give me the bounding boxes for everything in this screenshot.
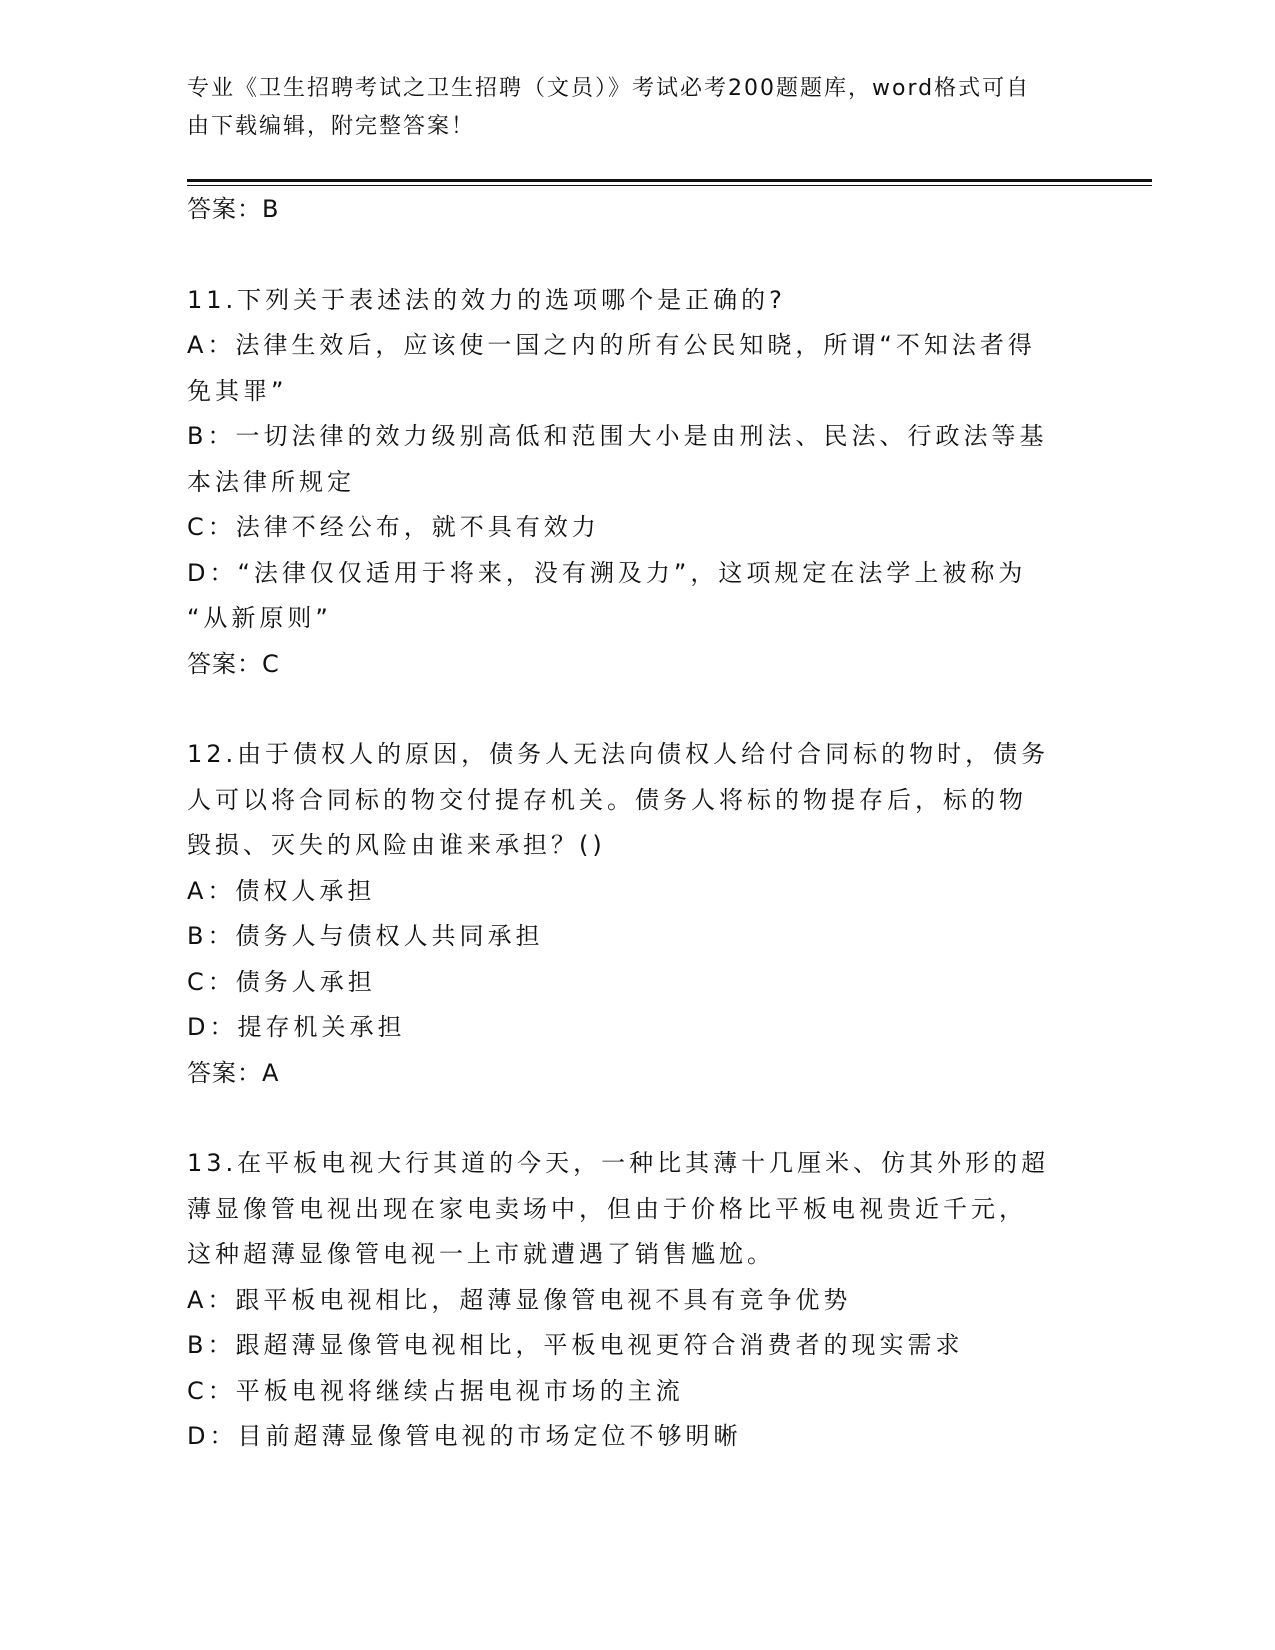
option-a-line-1: A：法律生效后，应该使一国之内的所有公民知晓，所谓“不知法者得	[187, 331, 1036, 359]
question-13	[187, 1141, 1087, 1460]
spacer	[187, 1096, 1087, 1141]
question-12	[187, 732, 1087, 1096]
answer-11: 答案：C	[187, 649, 280, 678]
spacer	[187, 687, 1087, 732]
option-b-line-1: B：债务人与债权人共同承担	[187, 922, 544, 950]
option-b-line-1: B：跟超薄显像管电视相比，平板电视更符合消费者的现实需求	[187, 1331, 964, 1359]
document-body	[187, 187, 1087, 1460]
option-c-line-1: C：债务人承担	[187, 967, 376, 996]
option-c-line-1: C：平板电视将继续占据电视市场的主流	[187, 1376, 684, 1405]
answer-12: 答案：A	[187, 1058, 280, 1087]
option-d-line-1: D：“法律仅仅适用于将来，没有溯及力”，这项规定在法学上被称为	[187, 558, 1027, 587]
header-rule-thin	[187, 185, 1152, 186]
question-stem-line: 13.在平板电视大行其道的今天，一种比其薄十几厘米、仿其外形的超	[187, 1149, 1050, 1177]
question-stem-line: 薄显像管电视出现在家电卖场中，但由于价格比平板电视贵近千元，	[187, 1194, 1027, 1223]
header-line-1: 专业《卫生招聘考试之卫生招聘（文员）》考试必考200题题库，word格式可自	[187, 76, 1031, 101]
document-header	[187, 70, 1067, 146]
question-11	[187, 278, 1087, 688]
answer-previous: 答案：B	[187, 195, 280, 223]
option-c-line-1: C：法律不经公布，就不具有效力	[187, 513, 600, 541]
option-a-line-1: A：债权人承担	[187, 876, 376, 905]
header-rule-thick	[187, 179, 1152, 182]
spacer	[187, 233, 1087, 278]
option-b-line-2: 本法律所规定	[187, 467, 355, 496]
question-stem-line: 11.下列关于表述法的效力的选项哪个是正确的?	[187, 285, 786, 314]
question-stem-line: 12.由于债权人的原因，债务人无法向债权人给付合同标的物时，债务	[187, 740, 1050, 768]
option-d-line-1: D：目前超薄显像管电视的市场定位不够明晰	[187, 1422, 742, 1450]
option-d-line-2: “从新原则”	[187, 604, 332, 632]
option-d-line-1: D：提存机关承担	[187, 1013, 406, 1041]
question-stem-line: 这种超薄显像管电视一上市就遭遇了销售尴尬。	[187, 1240, 775, 1268]
question-stem-line: 人可以将合同标的物交付提存机关。债务人将标的物提存后，标的物	[187, 785, 1027, 814]
option-b-line-1: B：一切法律的效力级别高低和范围大小是由刑法、民法、行政法等基	[187, 422, 1048, 450]
option-a-line-1: A：跟平板电视相比，超薄显像管电视不具有竞争优势	[187, 1285, 852, 1314]
header-line-2: 由下载编辑，附完整答案！	[187, 114, 476, 139]
option-a-line-2: 免其罪”	[187, 376, 288, 405]
question-stem-line: 毁损、灭失的风险由谁来承担？()	[187, 831, 606, 859]
